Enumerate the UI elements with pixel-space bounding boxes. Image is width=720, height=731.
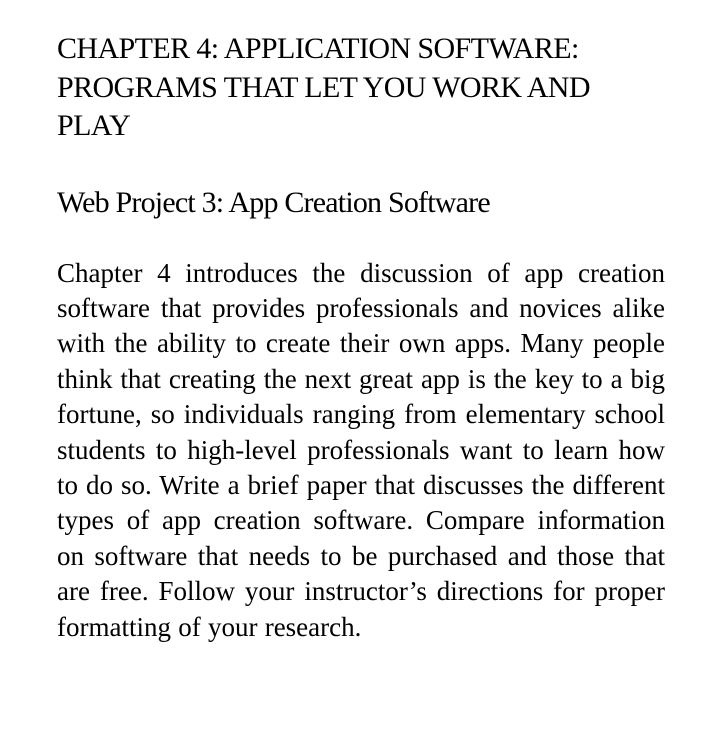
section-title: Web Project 3: App Creation Software [57,185,490,219]
body-paragraph: Chapter 4 introduces the discussion of app creation software that provides professionals and novices alike with the ability to create their own apps. Many people think that creating the next great app is the key to a big fortune, so individuals ranging from elementary school students to high-level professionals want to learn how to do so. Write a brief paper that discusses the different types of app creation software. Compare information on software that needs to be purchased and those that are free. Follow your instructor’s directions for proper formatting of your research. [57,257,665,642]
chapter-title: CHAPTER 4: APPLICATION SOFTWARE: PROGRAMS THAT LET YOU WORK AND PLAY [57,32,590,142]
document-page [57,30,665,645]
